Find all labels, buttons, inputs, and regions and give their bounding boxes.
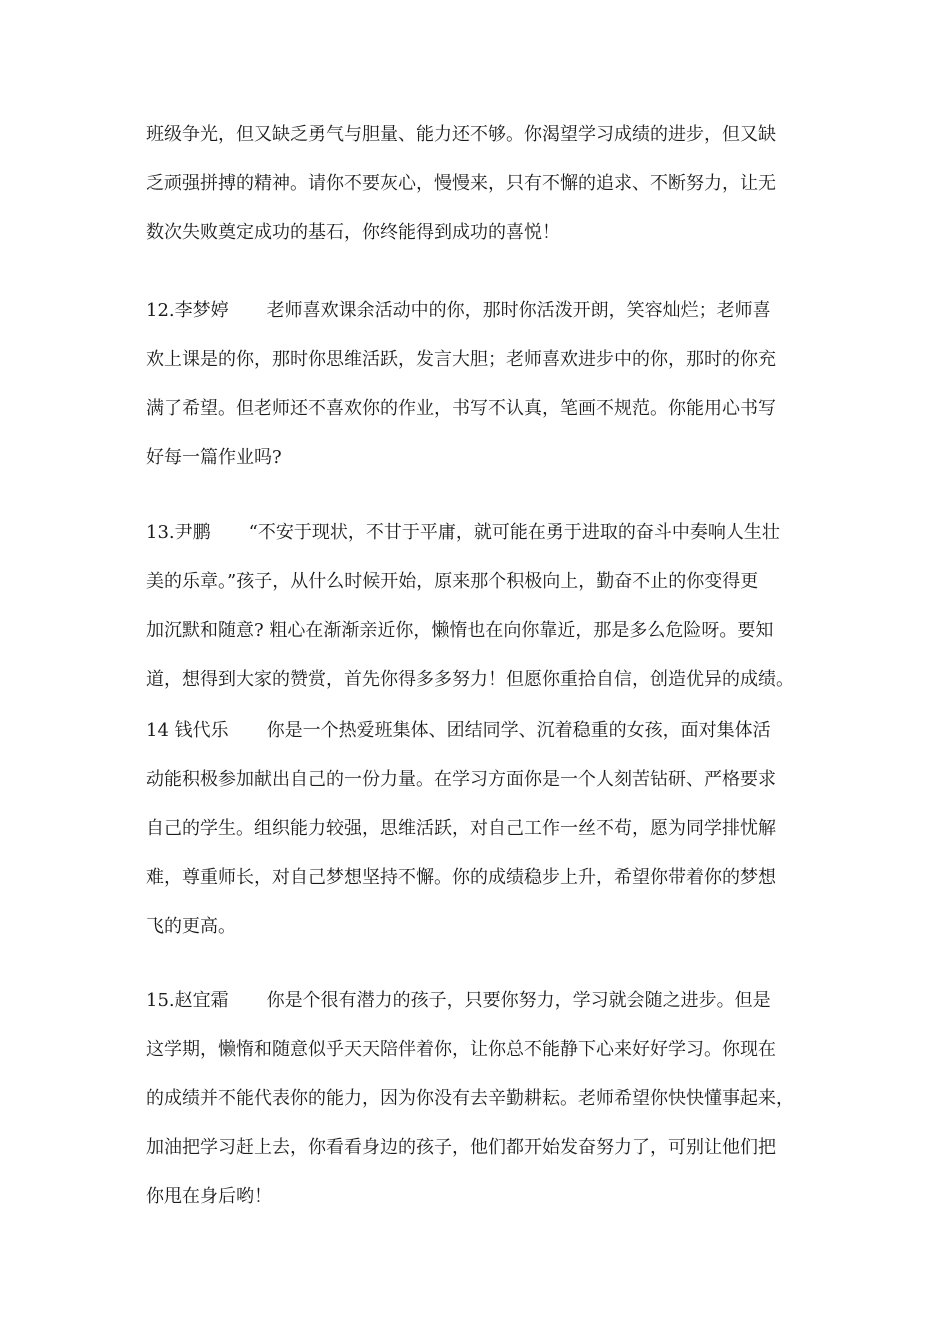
text-line: 难，尊重师长，对自己梦想坚持不懈。你的成绩稳步上升，希望你带着你的梦想	[146, 867, 776, 888]
entry-text: “不安于现状，不甘于平庸，就可能在勇于进取的奋斗中奏响人生壮	[248, 522, 780, 543]
text-line: 美的乐章。”孩子，从什么时候开始，原来那个积极向上，勤奋不止的你变得更	[146, 571, 759, 592]
text-line: 你甩在身后哟！	[146, 1186, 272, 1207]
paragraph-11-tail	[146, 110, 810, 257]
text-line: 飞的更高。	[146, 916, 236, 937]
entry-heading: 12.李梦婷	[146, 300, 229, 321]
entry-first-line	[146, 286, 810, 335]
entry-text: 你是一个热爱班集体、团结同学、沉着稳重的女孩，面对集体活	[266, 720, 771, 741]
entry-heading: 13.尹鹏	[146, 522, 211, 543]
comment-entry-12	[146, 286, 810, 482]
text-line: 道，想得到大家的赞赏，首先你得多多努力！但愿你重拾自信，创造优异的成绩。	[146, 669, 794, 690]
text-line: 班级争光，但又缺乏勇气与胆量、能力还不够。你渴望学习成绩的进步，但又缺	[146, 124, 776, 145]
text-line: 这学期，懒惰和随意似乎天天陪伴着你，让你总不能静下心来好好学习。你现在	[146, 1039, 776, 1060]
entry-heading: 14 钱代乐	[146, 720, 229, 741]
text-line: 的成绩并不能代表你的能力，因为你没有去辛勤耕耘。老师希望你快快懂事起来，	[146, 1088, 794, 1109]
comment-entry-13	[146, 508, 810, 704]
text-line: 欢上课是的你，那时你思维活跃，发言大胆；老师喜欢进步中的你，那时的你充	[146, 349, 776, 370]
text-line: 自己的学生。组织能力较强，思维活跃，对自己工作一丝不苟，愿为同学排忧解	[146, 818, 776, 839]
text-line: 加油把学习赶上去，你看看身边的孩子，他们都开始发奋努力了，可别让他们把	[146, 1137, 776, 1158]
text-line: 动能积极参加献出自己的一份力量。在学习方面你是一个人刻苦钻研、严格要求	[146, 769, 776, 790]
text-line: 满了希望。但老师还不喜欢你的作业，书写不认真，笔画不规范。你能用心书写	[146, 398, 776, 419]
comment-entry-15	[146, 976, 810, 1221]
entry-text: 你是个很有潜力的孩子，只要你努力，学习就会随之进步。但是	[266, 990, 771, 1011]
text-line: 数次失败奠定成功的基石，你终能得到成功的喜悦！	[146, 222, 560, 243]
entry-first-line	[146, 706, 810, 755]
text-line: 好每一篇作业吗?	[146, 447, 282, 468]
entry-heading: 15.赵宜霜	[146, 990, 229, 1011]
entry-text: 老师喜欢课余活动中的你，那时你活泼开朗，笑容灿烂；老师喜	[266, 300, 771, 321]
entry-first-line	[146, 508, 810, 557]
text-line: 加沉默和随意? 粗心在渐渐亲近你，懒惰也在向你靠近，那是多么危险呀。要知	[146, 620, 774, 641]
entry-first-line	[146, 976, 810, 1025]
comment-entry-14	[146, 706, 810, 951]
text-line: 乏顽强拼搏的精神。请你不要灰心，慢慢来，只有不懈的追求、不断努力，让无	[146, 173, 776, 194]
